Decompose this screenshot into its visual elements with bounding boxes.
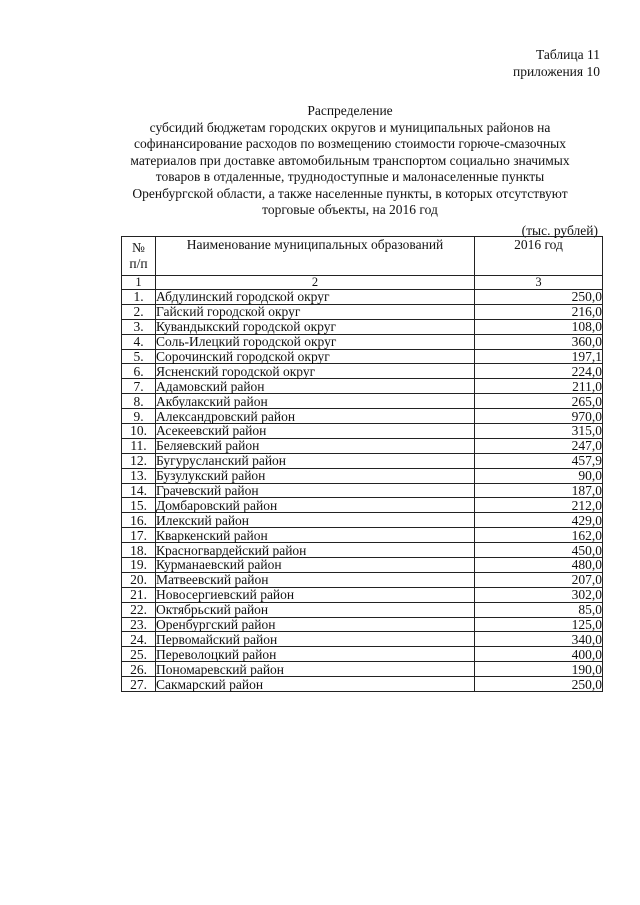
- row-value: 457,9: [475, 453, 603, 468]
- row-name: Оренбургский район: [156, 617, 475, 632]
- header-number-symbol: №: [132, 240, 145, 255]
- row-number: 20.: [122, 572, 156, 587]
- row-number: 8.: [122, 394, 156, 409]
- table-row: [122, 677, 603, 692]
- table-body: [122, 290, 603, 692]
- row-value: 450,0: [475, 543, 603, 558]
- title-line: софинансирование расходов по возмещению стоимости горюче-смазочных: [133, 136, 567, 151]
- table-row: [122, 424, 603, 439]
- row-name: Ясненский городской округ: [156, 364, 475, 379]
- row-number: 5.: [122, 349, 156, 364]
- row-name: Сорочинский городской округ: [156, 349, 475, 364]
- row-name: Кувандыкский городской округ: [156, 319, 475, 334]
- row-number: 12.: [122, 453, 156, 468]
- table-row: [122, 498, 603, 513]
- row-name: Беляевский район: [156, 438, 475, 453]
- row-number: 2.: [122, 304, 156, 319]
- row-number: 3.: [122, 319, 156, 334]
- row-number: 16.: [122, 513, 156, 528]
- table-row: [122, 647, 603, 662]
- table-row: [122, 662, 603, 677]
- row-number: 21.: [122, 587, 156, 602]
- row-value: 250,0: [475, 677, 603, 692]
- row-name: Илекский район: [156, 513, 475, 528]
- row-number: 11.: [122, 438, 156, 453]
- table-row: [122, 364, 603, 379]
- row-number: 4.: [122, 334, 156, 349]
- table-row: [122, 453, 603, 468]
- table-row: [122, 468, 603, 483]
- row-name: Адамовский район: [156, 379, 475, 394]
- row-name: Абдулинский городской округ: [156, 290, 475, 305]
- title-line: Оренбургской области, а также населенные пункты, в которых отсутствуют: [132, 185, 568, 201]
- row-number: 14.: [122, 483, 156, 498]
- table-header-row: [122, 237, 603, 276]
- row-value: 315,0: [475, 424, 603, 439]
- table-row: [122, 349, 603, 364]
- row-value: 85,0: [475, 602, 603, 617]
- table-row: [122, 409, 603, 424]
- table-row: [122, 334, 603, 349]
- row-name: Соль-Илецкий городской округ: [156, 334, 475, 349]
- table-row: [122, 572, 603, 587]
- title-line: Распределение: [307, 103, 393, 118]
- row-value: 224,0: [475, 364, 603, 379]
- row-value: 970,0: [475, 409, 603, 424]
- row-value: 125,0: [475, 617, 603, 632]
- table-row: [122, 438, 603, 453]
- table-row: [122, 587, 603, 602]
- table-row: [122, 632, 603, 647]
- table-row: [122, 558, 603, 573]
- row-number: 6.: [122, 364, 156, 379]
- row-number: 19.: [122, 558, 156, 573]
- header-name: Наименование муниципальных образований: [156, 237, 475, 276]
- table-row: [122, 513, 603, 528]
- row-name: Асекеевский район: [156, 424, 475, 439]
- row-number: 26.: [122, 662, 156, 677]
- table-row: [122, 379, 603, 394]
- row-name: Новосергиевский район: [156, 587, 475, 602]
- title-line: материалов при доставке автомобильным транспортом социально значимых: [130, 152, 570, 168]
- row-name: Матвеевский район: [156, 572, 475, 587]
- row-number: 10.: [122, 424, 156, 439]
- row-number: 1.: [122, 290, 156, 305]
- row-value: 162,0: [475, 528, 603, 543]
- row-value: 211,0: [475, 379, 603, 394]
- appendix-number: приложения 10: [512, 64, 600, 79]
- header-number: [122, 237, 156, 276]
- table-row: [122, 528, 603, 543]
- row-number: 23.: [122, 617, 156, 632]
- row-name: Октябрьский район: [156, 602, 475, 617]
- row-value: 265,0: [475, 394, 603, 409]
- row-name: Гайский городской округ: [156, 304, 475, 319]
- row-number: 24.: [122, 632, 156, 647]
- row-value: 108,0: [475, 319, 603, 334]
- row-name: Бузулукский район: [156, 468, 475, 483]
- row-value: 90,0: [475, 468, 603, 483]
- column-number: 3: [475, 276, 603, 290]
- row-number: 13.: [122, 468, 156, 483]
- row-name: Александровский район: [156, 409, 475, 424]
- row-name: Бугурусланский район: [156, 453, 475, 468]
- row-name: Домбаровский район: [156, 498, 475, 513]
- row-name: Красногвардейский район: [156, 543, 475, 558]
- table-row: [122, 602, 603, 617]
- row-value: 250,0: [475, 290, 603, 305]
- row-number: 7.: [122, 379, 156, 394]
- document-title: [100, 103, 600, 219]
- column-number-row: [122, 276, 603, 290]
- row-number: 18.: [122, 543, 156, 558]
- row-value: 360,0: [475, 334, 603, 349]
- row-value: 400,0: [475, 647, 603, 662]
- row-name: Сакмарский район: [156, 677, 475, 692]
- row-number: 17.: [122, 528, 156, 543]
- row-name: Кваркенский район: [156, 528, 475, 543]
- table-row: [122, 617, 603, 632]
- row-value: 207,0: [475, 572, 603, 587]
- table-number: Таблица 11: [536, 47, 600, 62]
- column-number: 2: [156, 276, 475, 290]
- row-name: Курманаевский район: [156, 558, 475, 573]
- row-name: Пономаревский район: [156, 662, 475, 677]
- row-value: 216,0: [475, 304, 603, 319]
- row-name: Акбулакский район: [156, 394, 475, 409]
- column-number: 1: [122, 276, 156, 290]
- subsidy-table: [121, 236, 603, 692]
- row-value: 429,0: [475, 513, 603, 528]
- header-number-abbr: п/п: [129, 256, 148, 271]
- row-value: 187,0: [475, 483, 603, 498]
- row-value: 190,0: [475, 662, 603, 677]
- row-number: 22.: [122, 602, 156, 617]
- units-label: (тыс. рублей): [521, 223, 598, 238]
- title-line: товаров в отдаленные, труднодоступные и малонаселенные пункты: [155, 169, 545, 184]
- row-value: 302,0: [475, 587, 603, 602]
- table-row: [122, 304, 603, 319]
- row-number: 27.: [122, 677, 156, 692]
- row-number: 25.: [122, 647, 156, 662]
- title-line: субсидий бюджетам городских округов и муниципальных районов на: [149, 119, 551, 135]
- table-row: [122, 394, 603, 409]
- table-reference: [513, 46, 600, 80]
- row-value: 480,0: [475, 558, 603, 573]
- row-number: 15.: [122, 498, 156, 513]
- row-name: Грачевский район: [156, 483, 475, 498]
- row-name: Переволоцкий район: [156, 647, 475, 662]
- table-row: [122, 290, 603, 305]
- row-name: Первомайский район: [156, 632, 475, 647]
- row-number: 9.: [122, 409, 156, 424]
- table-row: [122, 543, 603, 558]
- row-value: 340,0: [475, 632, 603, 647]
- table-row: [122, 483, 603, 498]
- row-value: 247,0: [475, 438, 603, 453]
- header-year: 2016 год: [475, 237, 603, 276]
- row-value: 197,1: [475, 349, 603, 364]
- title-line: торговые объекты, на 2016 год: [262, 202, 438, 217]
- row-value: 212,0: [475, 498, 603, 513]
- table-row: [122, 319, 603, 334]
